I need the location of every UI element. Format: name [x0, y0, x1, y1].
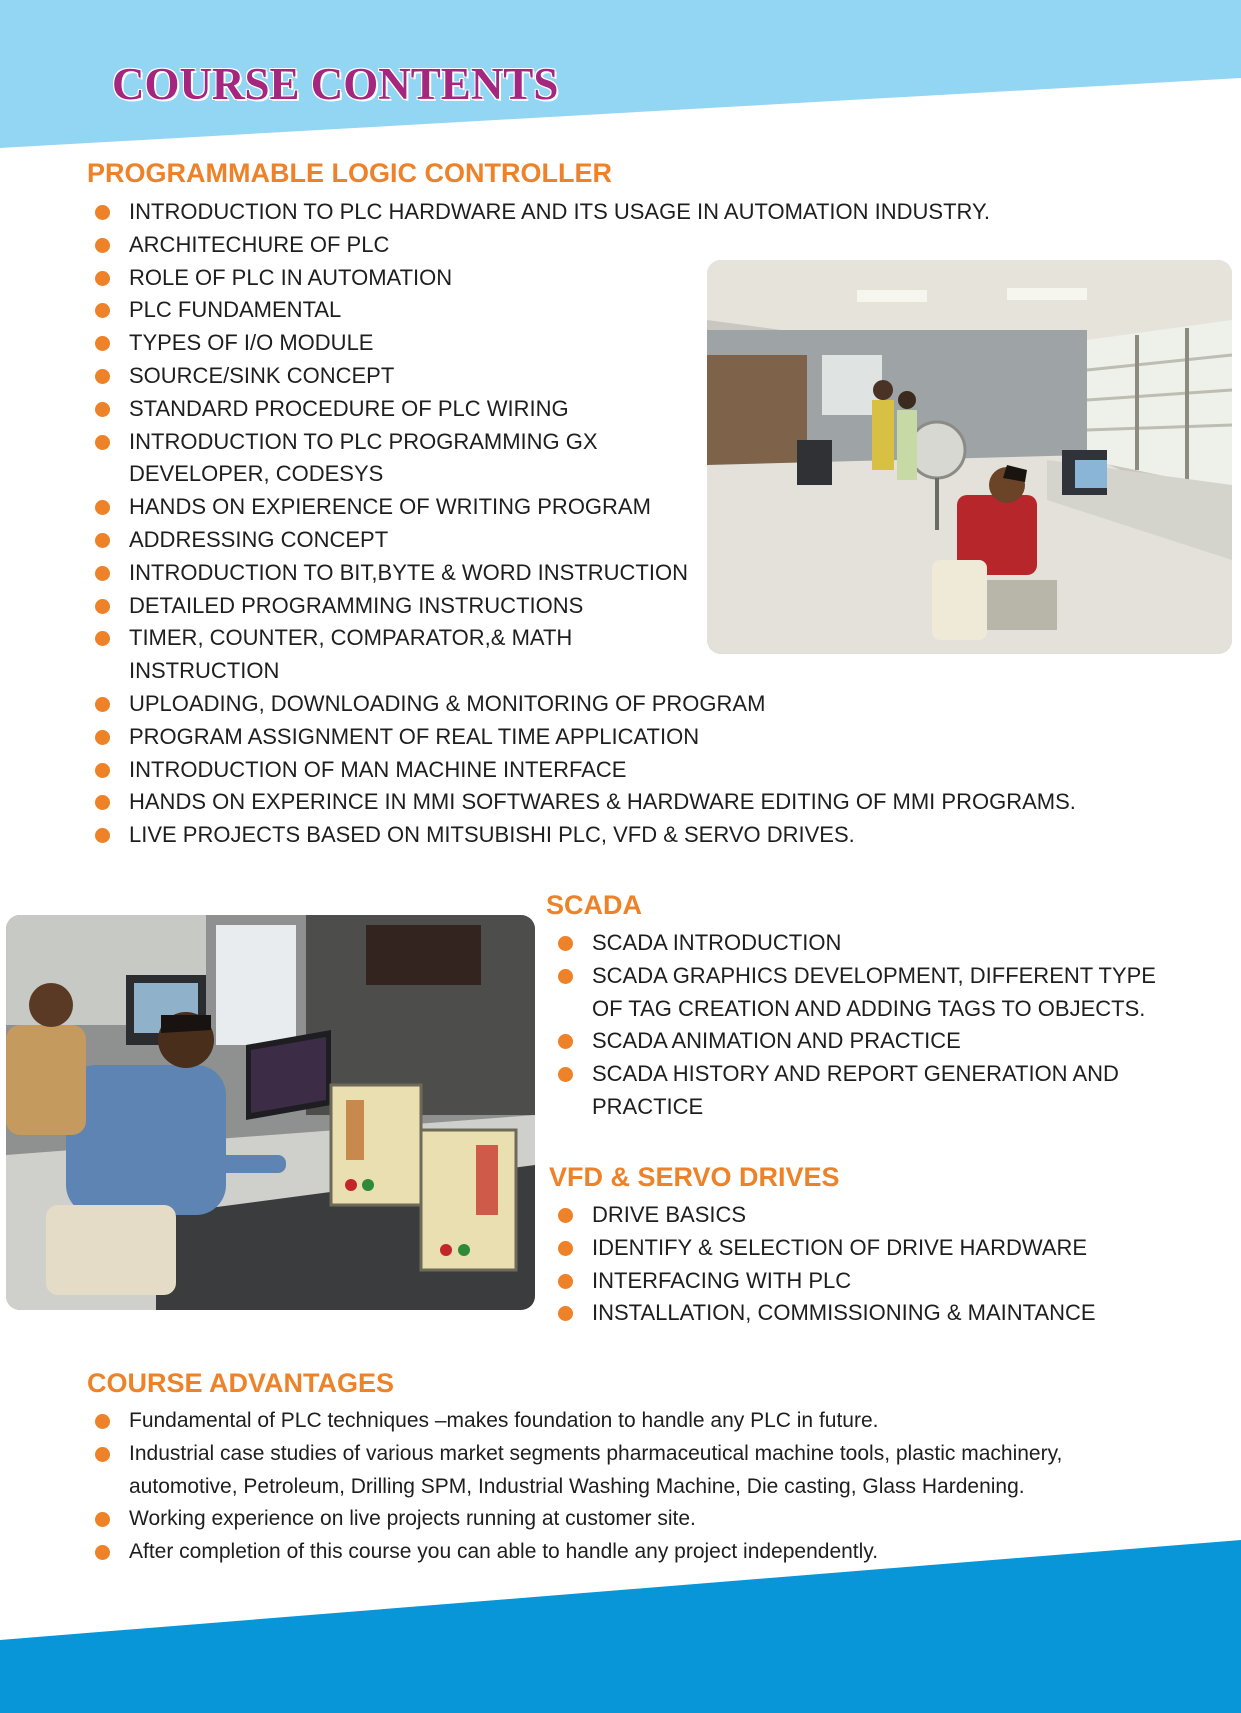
list-item-text: TIMER, COUNTER, COMPARATOR,& MATH [129, 625, 573, 651]
list-item-text: Fundamental of PLC techniques –makes foundation to handle any PLC in future. [129, 1409, 879, 1432]
list-item [88, 1438, 1062, 1504]
list-item-text: SCADA GRAPHICS DEVELOPMENT, DIFFERENT TYPE [592, 962, 1156, 988]
list-item-text: IDENTIFY & SELECTION OF DRIVE HARDWARE [592, 1234, 1088, 1260]
list-item-text: INTRODUCTION TO BIT,BYTE & WORD INSTRUCTION [129, 559, 688, 585]
bullet-icon [95, 795, 110, 810]
scada-heading: SCADA [546, 890, 643, 920]
list-item [88, 1405, 1062, 1438]
bullet-icon [95, 1545, 110, 1560]
vfd-heading: VFD & SERVO DRIVES [549, 1162, 840, 1192]
list-item-text: Working experience on live projects running at customer site. [129, 1507, 696, 1531]
bullet-icon [95, 730, 110, 745]
list-item-text: DEVELOPER, CODESYS [129, 461, 384, 487]
list-item-text: SCADA INTRODUCTION [592, 930, 842, 955]
training-kit-photo [6, 915, 535, 1310]
bullet-icon [558, 1034, 573, 1049]
advantages-list [88, 1405, 1062, 1569]
bullet-icon [95, 369, 110, 384]
list-item-text: After completion of this course you can able to handle any project independently. [129, 1540, 879, 1564]
list-item [88, 721, 1076, 754]
list-item [88, 196, 1076, 229]
list-item-text: STANDARD PROCEDURE OF PLC WIRING [129, 395, 569, 421]
list-item-text: INTERFACING WITH PLC [592, 1267, 852, 1293]
bullet-icon [95, 336, 110, 351]
list-item-text: PROGRAM ASSIGNMENT OF REAL TIME APPLICATION [129, 723, 700, 749]
list-item [88, 1536, 1062, 1569]
list-item-text: PRACTICE [592, 1093, 704, 1119]
bullet-icon [558, 1274, 573, 1289]
list-item [88, 754, 1076, 787]
list-item [88, 786, 1076, 819]
list-item-text: PLC FUNDAMENTAL [129, 297, 342, 323]
list-item [551, 927, 1156, 960]
list-item-text: INTRODUCTION TO PLC HARDWARE AND ITS USAGE IN AUTOMATION INDUSTRY. [129, 199, 990, 224]
list-item-text: DETAILED PROGRAMMING INSTRUCTIONS [129, 592, 584, 618]
list-item [551, 1232, 1096, 1265]
list-item-text: DRIVE BASICS [592, 1202, 747, 1227]
list-item-text: SCADA HISTORY AND REPORT GENERATION AND [592, 1061, 1119, 1087]
bullet-icon [558, 1208, 573, 1223]
list-item-text: INTRODUCTION TO PLC PROGRAMMING GX [129, 428, 598, 454]
list-item-text: LIVE PROJECTS BASED ON MITSUBISHI PLC, VFD & SERVO DRIVES. [129, 822, 855, 848]
bullet-icon [95, 697, 110, 712]
list-item-text: Industrial case studies of various market segments pharmaceutical machine tools, plastic machinery, [129, 1441, 1063, 1465]
list-item-text: HANDS ON EXPIERENCE OF WRITING PROGRAM [129, 494, 651, 520]
bullet-icon [558, 1306, 573, 1321]
list-item-text: INTRODUCTION OF MAN MACHINE INTERFACE [129, 756, 627, 782]
list-item-text: ADDRESSING CONCEPT [129, 526, 389, 552]
list-item-text: automotive, Petroleum, Drilling SPM, Industrial Washing Machine, Die casting, Glass Hardening. [129, 1474, 1025, 1498]
plc-heading: PROGRAMMABLE LOGIC CONTROLLER [87, 158, 612, 188]
bullet-icon [95, 631, 110, 646]
bullet-icon [95, 1414, 110, 1429]
bullet-icon [95, 1512, 110, 1527]
bullet-icon [95, 599, 110, 614]
bullet-icon [95, 533, 110, 548]
list-item-text: SCADA ANIMATION AND PRACTICE [592, 1028, 961, 1054]
bullet-icon [95, 271, 110, 286]
list-item-text: ARCHITECHURE OF PLC [129, 231, 390, 257]
list-item-text: OF TAG CREATION AND ADDING TAGS TO OBJECTS. [592, 995, 1146, 1021]
bullet-icon [95, 828, 110, 843]
bullet-icon [95, 500, 110, 515]
list-item [551, 960, 1156, 1026]
list-item-text: HANDS ON EXPERINCE IN MMI SOFTWARES & HARDWARE EDITING OF MMI PROGRAMS. [129, 789, 1076, 815]
vfd-topic-list [551, 1199, 1096, 1330]
bullet-icon [558, 1241, 573, 1256]
bullet-icon [95, 402, 110, 417]
bullet-icon [558, 936, 573, 951]
bullet-icon [95, 1447, 110, 1462]
bullet-icon [558, 969, 573, 984]
list-item [88, 1503, 1062, 1536]
list-item [551, 1199, 1096, 1232]
page-title: COURSE CONTENTS [112, 59, 559, 109]
list-item-text: TYPES OF I/O MODULE [129, 330, 374, 356]
bullet-icon [558, 1067, 573, 1082]
lab-photo [707, 260, 1232, 654]
list-item-text: UPLOADING, DOWNLOADING & MONITORING OF PROGRAM [129, 690, 766, 716]
bullet-icon [95, 205, 110, 220]
list-item [551, 1265, 1096, 1298]
list-item-text: INSTALLATION, COMMISSIONING & MAINTANCE [592, 1300, 1096, 1326]
list-item-text: INSTRUCTION [129, 658, 280, 684]
list-item [88, 819, 1076, 852]
list-item [551, 1058, 1156, 1124]
advantages-heading: COURSE ADVANTAGES [87, 1368, 395, 1398]
list-item-text: SOURCE/SINK CONCEPT [129, 362, 395, 388]
scada-topic-list [551, 927, 1156, 1124]
bullet-icon [95, 763, 110, 778]
list-item [551, 1297, 1096, 1330]
list-item [88, 688, 1076, 721]
list-item [88, 229, 1076, 262]
bullet-icon [95, 303, 110, 318]
bullet-icon [95, 238, 110, 253]
list-item-text: ROLE OF PLC IN AUTOMATION [129, 264, 453, 290]
bullet-icon [95, 435, 110, 450]
bullet-icon [95, 566, 110, 581]
list-item [551, 1025, 1156, 1058]
